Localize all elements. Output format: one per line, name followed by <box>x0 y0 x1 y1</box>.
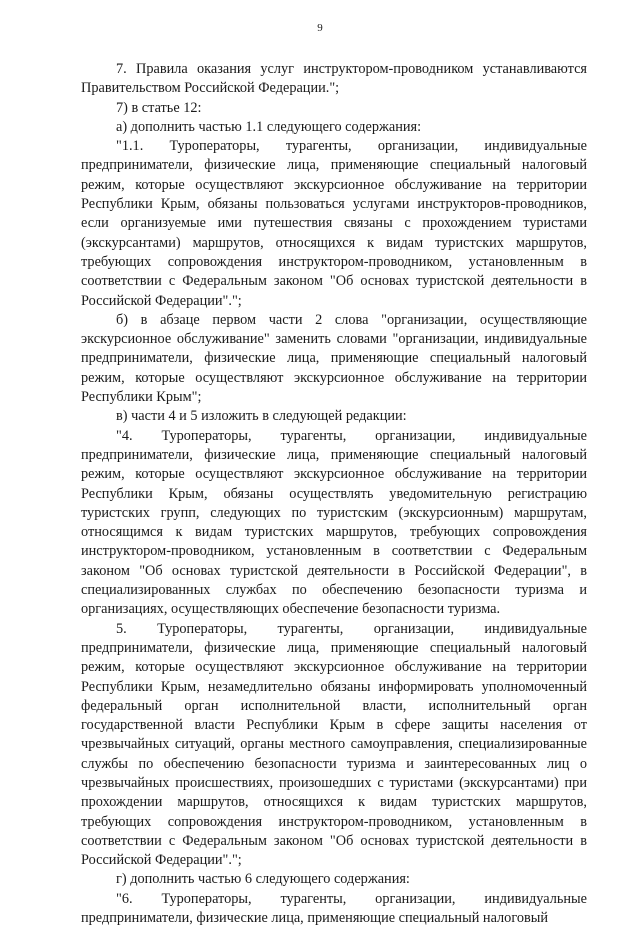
page-number: 9 <box>317 22 323 34</box>
paragraph-part-5: 5. Туроператоры, турагенты, организации, индивидуальные предприниматели, физические лица, применяющие специальный налоговый режим, которые осуществляют экскурсионное обслуживание на территории Республики Крым, незамедлительно обязаны информировать уполномоченный федеральный орган исполнительной власти, исполнительный орган государственной власти Республики Крым в сфере защиты населения от чрезвычайных ситуаций, органы местного самоуправления, специализированные службы по обеспечению безопасности туризма и заинтересованных лиц о чрезвычайных происшествиях, произошедших с туристами (экскурсантами) при прохождении маршрутов, относящихся к видам туристских маршрутов, требующих сопровождения инструктором-проводником, установленным в соответствии с Федеральным законом "Об основах туристской деятельности в Российской Федерации"."; <box>81 620 587 869</box>
paragraph-amendment-g: г) дополнить частью 6 следующего содержания: <box>116 871 410 888</box>
paragraph-amendment-v: в) части 4 и 5 изложить в следующей редакции: <box>116 408 407 425</box>
paragraph-amendment-b: б) в абзаце первом части 2 слова "организации, осуществляющие экскурсионное обслуживание" заменить словами "организации, индивидуальные предприниматели, физические лица, применяющие специальный налоговый режим, которые осуществляют экскурсионное обслуживание на территории Республики Крым"; <box>81 311 587 406</box>
paragraph-rules-item-7: 7. Правила оказания услуг инструктором-проводником устанавливаются Правительством Российской Федерации."; <box>81 61 587 97</box>
paragraph-part-6: "6. Туроператоры, турагенты, организации, индивидуальные предприниматели, физические лица, применяющие специальный налоговый <box>81 890 587 927</box>
paragraph-part-1-1: "1.1. Туроператоры, турагенты, организации, индивидуальные предприниматели, физические лица, применяющие специальный налоговый режим, которые осуществляют экскурсионное обслуживание на территории Республики Крым, обязаны пользоваться услугами инструкторов-проводников, если организуемые ими путешествия связаны с прохождением туристами (экскурсантами) маршрутов, относящихся к видам туристских маршрутов, требующих сопровождения инструктором-проводником, установленным в соответствии с Федеральным законом "Об основах туристской деятельности в Российской Федерации"."; <box>81 138 587 309</box>
document-body <box>81 60 587 928</box>
paragraph-amendment-a: а) дополнить частью 1.1 следующего содержания: <box>116 118 422 135</box>
paragraph-part-4: "4. Туроператоры, турагенты, организации, индивидуальные предприниматели, физические лица, применяющие специальный налоговый режим, которые осуществляют экскурсионное обслуживание на территории Республики Крым, обязаны осуществлять уведомительную регистрацию туристских групп, следующих по туристским (экскурсионным) маршрутам, относящимся к видам туристских маршрутов, требующих сопровождения инструктором-проводником, установленным в соответствии с Федеральным законом "Об основах туристской деятельности в Российской Федерации", в специализированных службах по обеспечению безопасности туризма и организациях, осуществляющих обеспечение безопасности туризма. <box>81 427 587 618</box>
paragraph-amendment-7-heading: 7) в статье 12: <box>116 99 202 116</box>
